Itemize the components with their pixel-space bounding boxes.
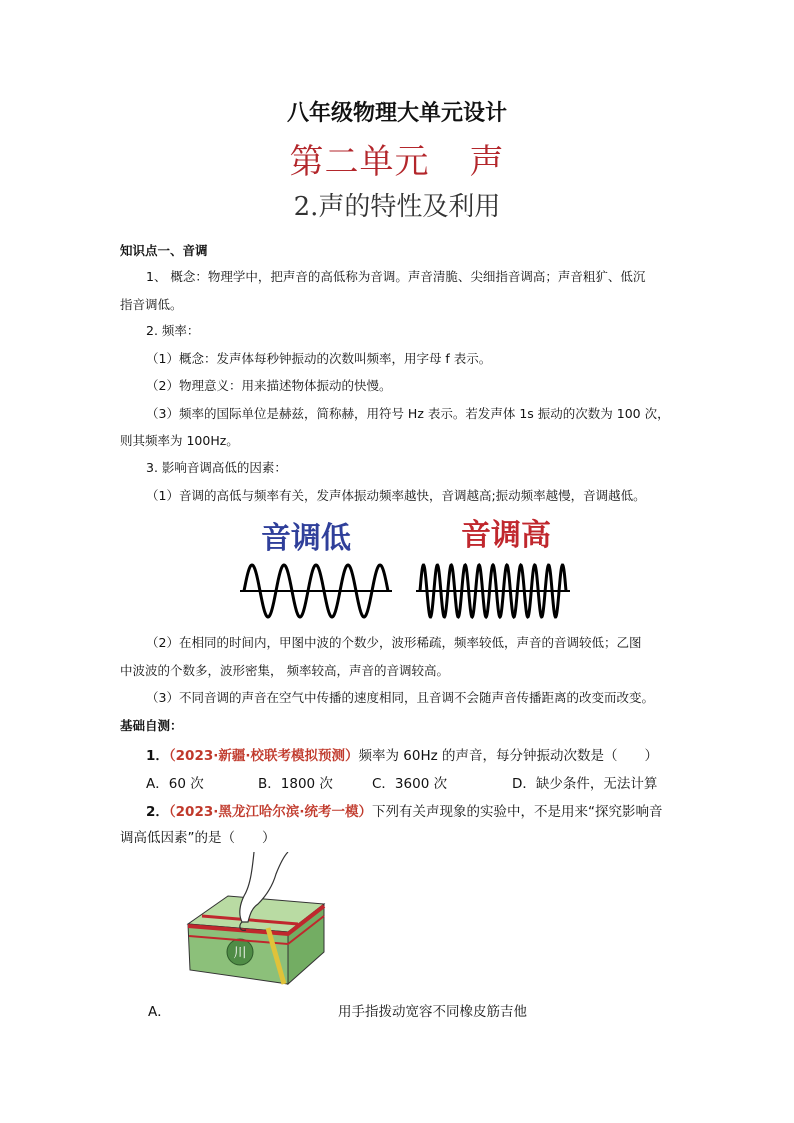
freq-item-3-line-2: 则其频率为 100Hz。 [120,433,239,448]
question-1 [146,744,658,764]
question-2 [146,800,663,820]
unit-label: 第二单元 [289,142,430,182]
q2-option-a-letter[interactable]: A． [148,1004,171,1020]
factor-item-2-line-2: 中波波的个数多，波形密集， 频率较高，声音的音调较高。 [120,663,449,678]
unit-topic: 声 [469,142,505,182]
pitch-waveform-figure [234,508,580,620]
concept-line-2: 指音调低。 [120,297,183,312]
unit-title [0,134,794,183]
q1-option-d[interactable]: D．缺少条件，无法计算 [512,776,658,792]
q1-text: 频率为 60Hz 的声音，每分钟振动次数是（ ） [358,748,658,764]
q2-text-line-1: 下列有关声现象的实验中，不是用来“探究影响音 [372,804,663,820]
q2-option-a-text[interactable]: 用手指拨动宽容不同橡皮筋吉他 [338,1004,527,1020]
q1-source: （2023·新疆·校联考模拟预测） [168,748,359,764]
high-pitch-label: 音调高 [461,519,551,552]
box-logo-text: 川 [233,946,247,961]
factor-item-2-line-1: （2）在相同的时间内，甲图中波的个数少，波形稀疏，频率较低，声音的音调较低；乙图 [146,635,642,650]
low-pitch-label: 音调低 [261,522,351,555]
q2-source: （2023·黑龙江哈尔滨·统考一模） [168,804,372,820]
q2-text-line-2: 调高低因素”的是（ ） [120,830,276,846]
section-heading-pitch: 知识点一、音调 [120,243,208,258]
concept-line-1: 1、 概念：物理学中，把声音的高低称为音调。声音清脆、尖细指音调高；声音粗犷、低沉 [146,269,646,284]
practice-heading: 基础自测： [120,718,183,733]
frequency-heading: 2. 频率： [146,323,200,338]
freq-item-1: （1）概念：发声体每秒钟振动的次数叫频率，用字母 f 表示。 [146,351,492,366]
q1-option-b[interactable]: B．1800 次 [258,776,333,792]
factors-heading: 3. 影响音调高低的因素： [146,460,287,475]
q2-number: 2． [146,804,169,820]
q1-option-a[interactable]: A．60 次 [146,776,204,792]
rubber-band-box-illustration [180,852,340,990]
q1-option-c[interactable]: C．3600 次 [372,776,448,792]
course-title: 八年级物理大单元设计 [286,100,507,126]
lesson-title: 2.声的特性及利用 [293,192,501,222]
factor-item-1: （1）音调的高低与频率有关，发声体振动频率越快，音调越高;振动频率越慢，音调越低。 [146,488,646,503]
freq-item-2: （2）物理意义：用来描述物体振动的快慢。 [146,378,392,393]
factor-item-3: （3）不同音调的声音在空气中传播的速度相同，且音调不会随声音传播距离的改变而改变。 [146,690,654,705]
freq-item-3-line-1: （3）频率的国际单位是赫兹，简称赫，用符号 Hz 表示。若发声体 1s 振动的次数为 100 次， [146,406,670,421]
q1-number: 1． [146,748,169,764]
